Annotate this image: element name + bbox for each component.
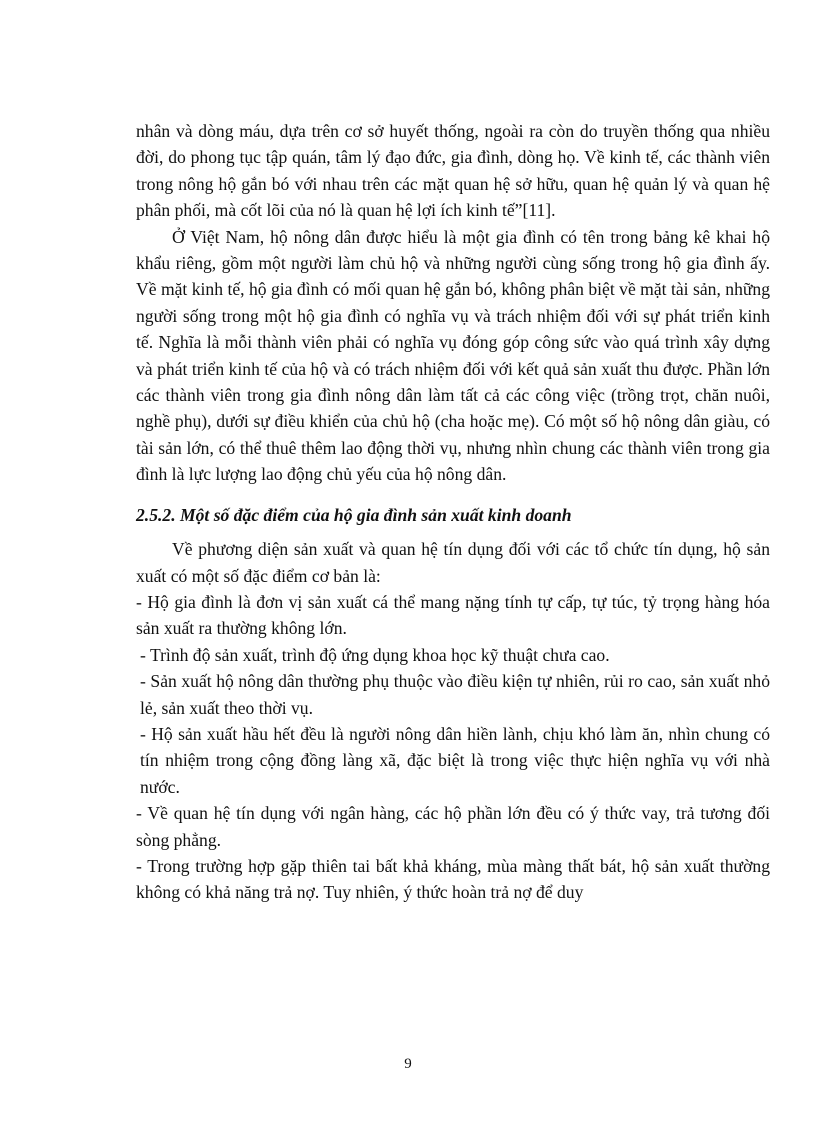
body-paragraph-vietnam-household: Ở Việt Nam, hộ nông dân được hiểu là một gia đình có tên trong bảng kê khai hộ khẩu riêng, gồm một người làm chủ hộ và những người cùng sống trong hộ gia đình ấy. Về mặt kinh tế, hộ gia đình có mối quan hệ gắn bó, không phân biệt về mặt tài sản, những người sống trong một hộ gia đình có nghĩa vụ và trách nhiệm đối với sự phát triển kinh tế. Nghĩa là mỗi thành viên phải có nghĩa vụ đóng góp công sức vào quá trình xây dựng và phát triển kinh tế của hộ và có trách nhiệm đối với kết quả sản xuất thu được. Phần lớn các thành viên trong gia đình nông dân làm tất cả các công việc (trồng trọt, chăn nuôi, nghề phụ), dưới sự điều khiển của chủ hộ (cha hoặc mẹ). Có một số hộ nông dân giàu, có tài sản lớn, có thể thuê thêm lao động thời vụ, nhưng nhìn chung các thành viên trong gia đình là lực lượng lao động chủ yếu của hộ nông dân. bbox=[136, 226, 770, 485]
intro-paragraph: Về phương diện sản xuất và quan hệ tín dụng đối với các tổ chức tín dụng, hộ sản xuất có một số đặc điểm cơ bản là: bbox=[136, 539, 770, 586]
bullet-item: - Hộ gia đình là đơn vị sản xuất cá thể mang nặng tính tự cấp, tự túc, tỷ trọng hàng hóa sản xuất ra thường không lớn. bbox=[136, 591, 770, 639]
bullet-item: - Về quan hệ tín dụng với ngân hàng, các hộ phần lớn đều có ý thức vay, trả tương đối sòng phẳng. bbox=[136, 803, 770, 850]
bullet-item: - Trình độ sản xuất, trình độ ứng dụng khoa học kỹ thuật chưa cao. bbox=[140, 644, 610, 665]
section-heading: 2.5.2. Một số đặc điểm của hộ gia đình sản xuất kinh doanh bbox=[136, 504, 572, 525]
bullet-item: - Hộ sản xuất hầu hết đều là người nông dân hiền lành, chịu khó làm ăn, nhìn chung có tín nhiệm trong cộng đồng làng xã, đặc biệt là trong việc thực hiện nghĩa vụ với nhà nước. bbox=[140, 723, 770, 797]
bullet-item: - Trong trường hợp gặp thiên tai bất khả kháng, mùa màng thất bát, hộ sản xuất thường không có khả năng trả nợ. Tuy nhiên, ý thức hoàn trả nợ để duy bbox=[136, 855, 770, 903]
page-number: 9 bbox=[404, 1056, 412, 1072]
body-paragraph-continued: nhân và dòng máu, dựa trên cơ sở huyết thống, ngoài ra còn do truyền thống qua nhiều đời, do phong tục tập quán, tâm lý đạo đức, gia đình, dòng họ. Về kinh tế, các thành viên trong nông hộ gắn bó với nhau trên các mặt quan hệ sở hữu, quan hệ quản lý và quan hệ phân phối, mà cốt lõi của nó là quan hệ lợi ích kinh tế”[11]. bbox=[136, 121, 770, 221]
document-body bbox=[136, 118, 770, 906]
bullet-item: - Sản xuất hộ nông dân thường phụ thuộc vào điều kiện tự nhiên, rủi ro cao, sản xuất nhỏ lẻ, sản xuất theo thời vụ. bbox=[140, 671, 770, 718]
